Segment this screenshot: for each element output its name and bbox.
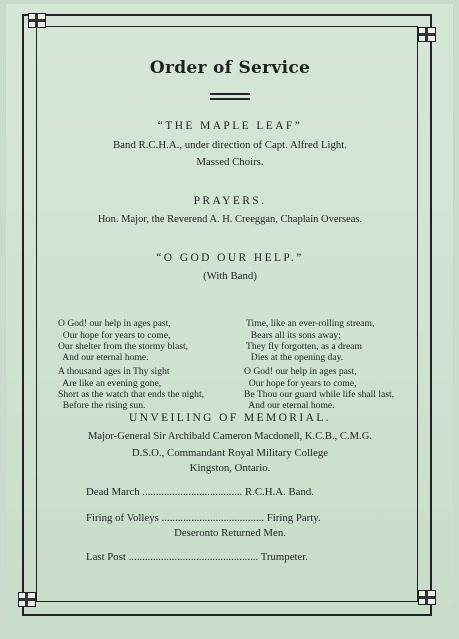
hymn-note: (With Band) xyxy=(203,270,257,282)
title-rule xyxy=(210,93,250,95)
unveiling-line2: D.S.O., Commandant Royal Military College xyxy=(131,447,329,459)
hymn-stanza-4: O God! our help in ages past, Our hope for years to come, Be Thou our guard while life shall last, And our eternal home. xyxy=(244,366,395,412)
prayers-line: Hon. Major, the Reverend A. H. Creeggan, Chaplain Overseas. xyxy=(97,214,363,225)
maple-leaf-heading: “THE MAPLE LEAF” xyxy=(157,120,303,132)
unveiling-line3: Kingston, Ontario. xyxy=(189,462,271,474)
hymn-stanza-1: O God! our help in ages past, Our hope for years to come, Our shelter from the stormy blast, And our eternal home. xyxy=(58,318,189,364)
prayers-heading: PRAYERS. xyxy=(193,195,267,207)
unveiling-line1: Major-General Sir Archibald Cameron Macdonell, K.C.B., C.M.G. xyxy=(88,431,372,442)
unveiling-heading: UNVEILING OF MEMORIAL. xyxy=(129,412,331,424)
volleys-sub: Deseronto Returned Men. xyxy=(174,527,286,539)
maple-leaf-line1: Band R.C.H.A., under direction of Capt. Alfred Light. xyxy=(113,139,347,151)
hymn-stanza-2: A thousand ages in Thy sight Are like an evening gone, Short as the watch that ends the night, Before the rising sun. xyxy=(58,366,205,412)
page-title: Order of Service xyxy=(149,58,311,78)
title-rule xyxy=(210,98,250,100)
hymn-stanza-3: Time, like an ever-rolling stream, Bears all its sons away; They fly forgotten, as a dream Dies at the opening day. xyxy=(246,318,375,364)
maple-leaf-line2: Massed Choirs. xyxy=(196,156,264,168)
dead-march-row: Dead March ..................................... R.C.H.A. Band. xyxy=(86,486,314,498)
last-post-row: Last Post ................................................ Trumpeter. xyxy=(86,551,308,563)
volleys-row: Firing of Volleys ...................................... Firing Party. xyxy=(86,512,321,524)
hymn-heading: “O GOD OUR HELP.” xyxy=(156,252,304,264)
